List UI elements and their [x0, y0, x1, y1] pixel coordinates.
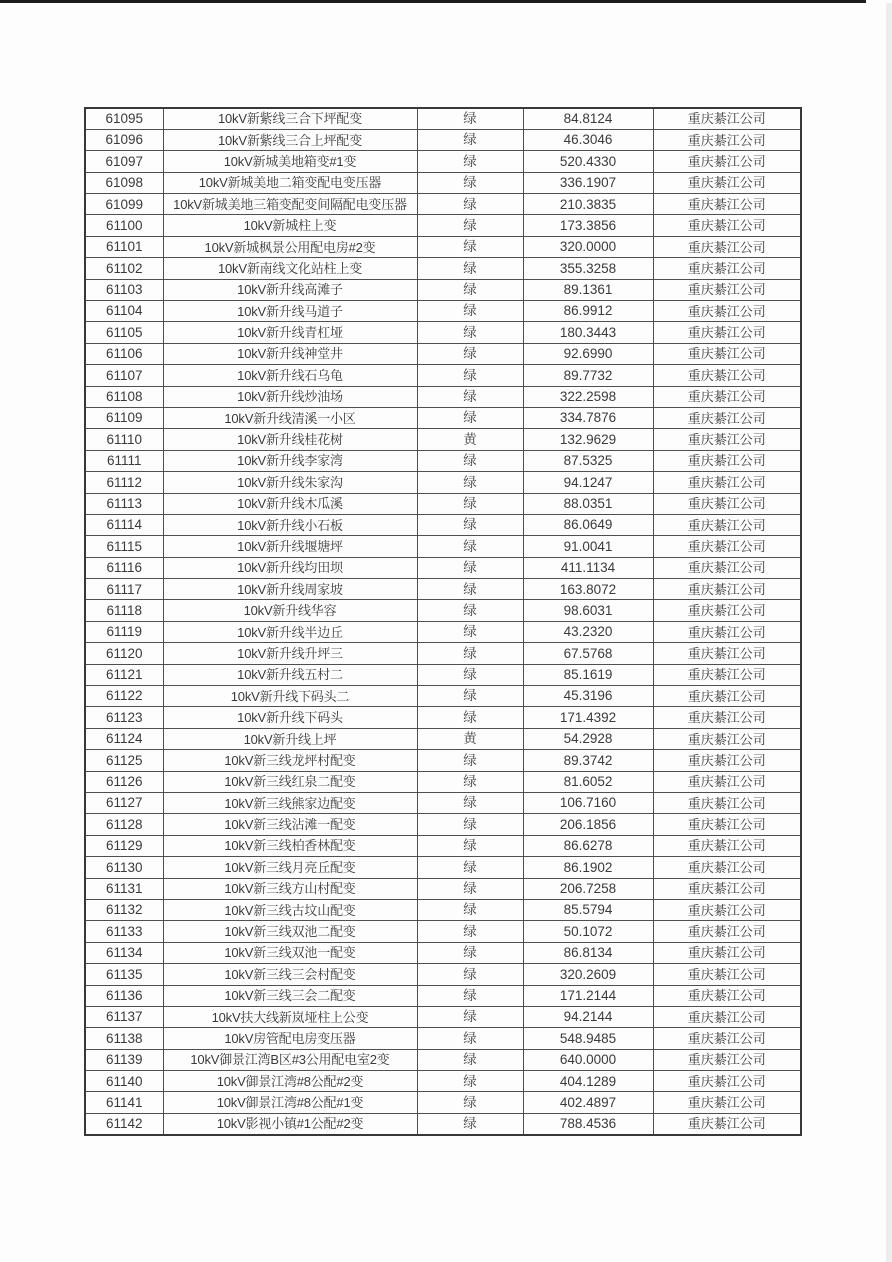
cell-name: 10kV新升线马道子: [163, 301, 417, 322]
cell-company: 重庆綦江公司: [653, 878, 801, 899]
cell-value: 355.3258: [523, 258, 653, 279]
cell-name: 10kV新三线三会村配变: [163, 964, 417, 985]
cell-company: 重庆綦江公司: [653, 108, 801, 129]
cell-status: 绿: [417, 301, 523, 322]
cell-value: 788.4536: [523, 1113, 653, 1134]
cell-name: 10kV御景江湾#8公配#2变: [163, 1071, 417, 1092]
cell-id: 61132: [85, 899, 163, 920]
cell-value: 320.2609: [523, 964, 653, 985]
cell-status: 绿: [417, 1092, 523, 1113]
cell-id: 61096: [85, 129, 163, 150]
cell-company: 重庆綦江公司: [653, 236, 801, 257]
cell-value: 173.3856: [523, 215, 653, 236]
cell-id: 61119: [85, 621, 163, 642]
cell-id: 61141: [85, 1092, 163, 1113]
cell-company: 重庆綦江公司: [653, 1028, 801, 1049]
cell-id: 61140: [85, 1071, 163, 1092]
cell-value: 132.9629: [523, 429, 653, 450]
table-row: [85, 343, 801, 364]
table-row: [85, 964, 801, 985]
cell-id: 61100: [85, 215, 163, 236]
cell-name: 10kV新升线堰塘坪: [163, 536, 417, 557]
cell-company: 重庆綦江公司: [653, 707, 801, 728]
table-row: [85, 942, 801, 963]
table-row: [85, 1092, 801, 1113]
cell-id: 61121: [85, 664, 163, 685]
table-row: [85, 493, 801, 514]
cell-name: 10kV新城美地二箱变配电变压器: [163, 172, 417, 193]
cell-value: 45.3196: [523, 686, 653, 707]
cell-id: 61106: [85, 343, 163, 364]
cell-value: 92.6990: [523, 343, 653, 364]
cell-value: 404.1289: [523, 1071, 653, 1092]
cell-name: 10kV新升线下码头: [163, 707, 417, 728]
cell-value: 46.3046: [523, 129, 653, 150]
cell-id: 61138: [85, 1028, 163, 1049]
cell-name: 10kV新三线月亮丘配变: [163, 857, 417, 878]
cell-status: 绿: [417, 194, 523, 215]
table-row: [85, 172, 801, 193]
cell-id: 61104: [85, 301, 163, 322]
cell-name: 10kV新升线木瓜溪: [163, 493, 417, 514]
cell-value: 43.2320: [523, 621, 653, 642]
cell-status: 绿: [417, 386, 523, 407]
cell-company: 重庆綦江公司: [653, 857, 801, 878]
cell-status: 绿: [417, 1028, 523, 1049]
cell-id: 61109: [85, 407, 163, 428]
cell-status: 绿: [417, 472, 523, 493]
table-row: [85, 878, 801, 899]
table-row: [85, 664, 801, 685]
cell-status: 绿: [417, 750, 523, 771]
cell-id: 61130: [85, 857, 163, 878]
cell-company: 重庆綦江公司: [653, 728, 801, 749]
cell-status: 绿: [417, 557, 523, 578]
cell-id: 61110: [85, 429, 163, 450]
cell-company: 重庆綦江公司: [653, 194, 801, 215]
cell-company: 重庆綦江公司: [653, 493, 801, 514]
cell-status: 绿: [417, 878, 523, 899]
cell-name: 10kV新升线石乌龟: [163, 365, 417, 386]
table-row: [85, 985, 801, 1006]
right-edge-strip: [886, 3, 892, 1262]
cell-status: 绿: [417, 407, 523, 428]
cell-company: 重庆綦江公司: [653, 472, 801, 493]
cell-name: 10kV新城枫景公用配电房#2变: [163, 236, 417, 257]
table-row: [85, 1028, 801, 1049]
cell-value: 85.1619: [523, 664, 653, 685]
cell-value: 402.4897: [523, 1092, 653, 1113]
cell-name: 10kV新升线炒油场: [163, 386, 417, 407]
cell-company: 重庆綦江公司: [653, 429, 801, 450]
cell-id: 61125: [85, 750, 163, 771]
cell-status: 绿: [417, 151, 523, 172]
cell-status: 绿: [417, 129, 523, 150]
cell-id: 61108: [85, 386, 163, 407]
cell-company: 重庆綦江公司: [653, 279, 801, 300]
table-row: [85, 600, 801, 621]
cell-status: 绿: [417, 365, 523, 386]
table-row: [85, 365, 801, 386]
table-row: [85, 258, 801, 279]
cell-name: 10kV新升线华容: [163, 600, 417, 621]
cell-status: 绿: [417, 814, 523, 835]
cell-name: 10kV新升线均田坝: [163, 557, 417, 578]
cell-name: 10kV新三线方山村配变: [163, 878, 417, 899]
cell-company: 重庆綦江公司: [653, 899, 801, 920]
cell-id: 61133: [85, 921, 163, 942]
table-row: [85, 108, 801, 129]
cell-company: 重庆綦江公司: [653, 386, 801, 407]
cell-id: 61105: [85, 322, 163, 343]
cell-status: 绿: [417, 343, 523, 364]
table-row: [85, 236, 801, 257]
cell-company: 重庆綦江公司: [653, 1049, 801, 1070]
cell-name: 10kV新三线柏香林配变: [163, 835, 417, 856]
cell-status: 绿: [417, 322, 523, 343]
cell-value: 89.7732: [523, 365, 653, 386]
cell-id: 61112: [85, 472, 163, 493]
cell-name: 10kV新升线神堂井: [163, 343, 417, 364]
cell-id: 61131: [85, 878, 163, 899]
cell-status: 绿: [417, 621, 523, 642]
cell-name: 10kV新城柱上变: [163, 215, 417, 236]
table-row: [85, 835, 801, 856]
table-row: [85, 322, 801, 343]
table-row: [85, 621, 801, 642]
table-row: [85, 472, 801, 493]
cell-name: 10kV新南线文化站柱上变: [163, 258, 417, 279]
cell-name: 10kV新升线五村二: [163, 664, 417, 685]
cell-value: 85.5794: [523, 899, 653, 920]
cell-name: 10kV新升线李家湾: [163, 450, 417, 471]
cell-value: 411.1134: [523, 557, 653, 578]
cell-value: 98.6031: [523, 600, 653, 621]
cell-status: 绿: [417, 600, 523, 621]
table-row: [85, 557, 801, 578]
table-row: [85, 215, 801, 236]
cell-id: 61111: [85, 450, 163, 471]
cell-name: 10kV新三线沾滩一配变: [163, 814, 417, 835]
cell-company: 重庆綦江公司: [653, 771, 801, 792]
cell-id: 61139: [85, 1049, 163, 1070]
table-row: [85, 151, 801, 172]
table-row: [85, 793, 801, 814]
cell-value: 171.2144: [523, 985, 653, 1006]
cell-name: 10kV新升线高滩子: [163, 279, 417, 300]
cell-id: 61102: [85, 258, 163, 279]
cell-company: 重庆綦江公司: [653, 557, 801, 578]
cell-status: 绿: [417, 258, 523, 279]
cell-id: 61097: [85, 151, 163, 172]
cell-value: 94.2144: [523, 1006, 653, 1027]
cell-company: 重庆綦江公司: [653, 322, 801, 343]
cell-id: 61114: [85, 514, 163, 535]
cell-company: 重庆綦江公司: [653, 664, 801, 685]
transformer-table: [84, 107, 802, 1136]
cell-value: 171.4392: [523, 707, 653, 728]
cell-value: 206.1856: [523, 814, 653, 835]
cell-status: 绿: [417, 108, 523, 129]
table-row: [85, 643, 801, 664]
cell-company: 重庆綦江公司: [653, 579, 801, 600]
cell-name: 10kV新三线双池一配变: [163, 942, 417, 963]
cell-status: 绿: [417, 857, 523, 878]
table-row: [85, 301, 801, 322]
cell-id: 61113: [85, 493, 163, 514]
cell-value: 88.0351: [523, 493, 653, 514]
cell-name: 10kV房管配电房变压器: [163, 1028, 417, 1049]
cell-id: 61126: [85, 771, 163, 792]
table-row: [85, 579, 801, 600]
cell-name: 10kV御景江湾B区#3公用配电室2变: [163, 1049, 417, 1070]
cell-id: 61118: [85, 600, 163, 621]
cell-name: 10kV新三线熊家边配变: [163, 793, 417, 814]
cell-status: 绿: [417, 1113, 523, 1134]
cell-company: 重庆綦江公司: [653, 151, 801, 172]
table-row: [85, 707, 801, 728]
cell-status: 绿: [417, 835, 523, 856]
cell-company: 重庆綦江公司: [653, 407, 801, 428]
top-edge-line: [0, 0, 866, 3]
table-body: [85, 108, 801, 1135]
cell-value: 89.3742: [523, 750, 653, 771]
cell-status: 绿: [417, 450, 523, 471]
cell-company: 重庆綦江公司: [653, 814, 801, 835]
cell-value: 86.6278: [523, 835, 653, 856]
cell-name: 10kV新紫线三合下坪配变: [163, 108, 417, 129]
cell-name: 10kV新三线古坟山配变: [163, 899, 417, 920]
cell-id: 61136: [85, 985, 163, 1006]
cell-id: 61128: [85, 814, 163, 835]
cell-id: 61137: [85, 1006, 163, 1027]
table-row: [85, 1006, 801, 1027]
cell-company: 重庆綦江公司: [653, 750, 801, 771]
table-row: [85, 921, 801, 942]
cell-status: 绿: [417, 1049, 523, 1070]
cell-company: 重庆綦江公司: [653, 450, 801, 471]
cell-company: 重庆綦江公司: [653, 301, 801, 322]
cell-company: 重庆綦江公司: [653, 793, 801, 814]
cell-value: 520.4330: [523, 151, 653, 172]
cell-status: 黄: [417, 728, 523, 749]
cell-value: 163.8072: [523, 579, 653, 600]
table-row: [85, 386, 801, 407]
cell-value: 89.1361: [523, 279, 653, 300]
cell-name: 10kV新升线清溪一小区: [163, 407, 417, 428]
table-row: [85, 194, 801, 215]
cell-status: 绿: [417, 1071, 523, 1092]
cell-company: 重庆綦江公司: [653, 600, 801, 621]
cell-name: 10kV新城美地箱变#1变: [163, 151, 417, 172]
cell-name: 10kV新紫线三合上坪配变: [163, 129, 417, 150]
cell-company: 重庆綦江公司: [653, 536, 801, 557]
cell-name: 10kV新升线上坪: [163, 728, 417, 749]
cell-id: 61101: [85, 236, 163, 257]
cell-company: 重庆綦江公司: [653, 343, 801, 364]
table-row: [85, 1113, 801, 1134]
table-row: [85, 728, 801, 749]
cell-company: 重庆綦江公司: [653, 686, 801, 707]
cell-id: 61099: [85, 194, 163, 215]
cell-company: 重庆綦江公司: [653, 1071, 801, 1092]
cell-value: 87.5325: [523, 450, 653, 471]
cell-company: 重庆綦江公司: [653, 942, 801, 963]
cell-name: 10kV新三线红泉二配变: [163, 771, 417, 792]
cell-value: 67.5768: [523, 643, 653, 664]
cell-value: 548.9485: [523, 1028, 653, 1049]
table-row: [85, 536, 801, 557]
cell-value: 91.0041: [523, 536, 653, 557]
cell-name: 10kV新升线下码头二: [163, 686, 417, 707]
cell-value: 50.1072: [523, 921, 653, 942]
table-row: [85, 407, 801, 428]
cell-company: 重庆綦江公司: [653, 621, 801, 642]
cell-value: 334.7876: [523, 407, 653, 428]
cell-id: 61095: [85, 108, 163, 129]
cell-name: 10kV影视小镇#1公配#2变: [163, 1113, 417, 1134]
cell-company: 重庆綦江公司: [653, 258, 801, 279]
cell-status: 绿: [417, 707, 523, 728]
cell-status: 绿: [417, 793, 523, 814]
cell-status: 绿: [417, 643, 523, 664]
cell-company: 重庆綦江公司: [653, 129, 801, 150]
cell-name: 10kV新升线桂花树: [163, 429, 417, 450]
table-row: [85, 899, 801, 920]
cell-value: 206.7258: [523, 878, 653, 899]
table-row: [85, 279, 801, 300]
cell-id: 61098: [85, 172, 163, 193]
cell-status: 绿: [417, 899, 523, 920]
cell-status: 绿: [417, 172, 523, 193]
cell-id: 61124: [85, 728, 163, 749]
table-row: [85, 1071, 801, 1092]
cell-id: 61134: [85, 942, 163, 963]
cell-id: 61127: [85, 793, 163, 814]
cell-value: 86.0649: [523, 514, 653, 535]
cell-id: 61107: [85, 365, 163, 386]
cell-company: 重庆綦江公司: [653, 985, 801, 1006]
cell-value: 336.1907: [523, 172, 653, 193]
cell-value: 84.8124: [523, 108, 653, 129]
table-row: [85, 814, 801, 835]
cell-status: 绿: [417, 279, 523, 300]
cell-company: 重庆綦江公司: [653, 835, 801, 856]
cell-company: 重庆綦江公司: [653, 921, 801, 942]
cell-status: 绿: [417, 686, 523, 707]
cell-name: 10kV新升线升坪三: [163, 643, 417, 664]
cell-status: 绿: [417, 493, 523, 514]
cell-company: 重庆綦江公司: [653, 215, 801, 236]
cell-value: 180.3443: [523, 322, 653, 343]
table-row: [85, 129, 801, 150]
table-row: [85, 450, 801, 471]
cell-name: 10kV新升线朱家沟: [163, 472, 417, 493]
cell-status: 绿: [417, 664, 523, 685]
cell-status: 绿: [417, 964, 523, 985]
cell-value: 640.0000: [523, 1049, 653, 1070]
cell-name: 10kV扶大线新岚垭柱上公变: [163, 1006, 417, 1027]
cell-id: 61129: [85, 835, 163, 856]
cell-name: 10kV新升线小石板: [163, 514, 417, 535]
cell-value: 94.1247: [523, 472, 653, 493]
cell-status: 绿: [417, 942, 523, 963]
cell-value: 320.0000: [523, 236, 653, 257]
cell-value: 106.7160: [523, 793, 653, 814]
cell-company: 重庆綦江公司: [653, 365, 801, 386]
cell-status: 绿: [417, 771, 523, 792]
cell-company: 重庆綦江公司: [653, 1092, 801, 1113]
cell-status: 绿: [417, 536, 523, 557]
cell-value: 86.1902: [523, 857, 653, 878]
table-row: [85, 1049, 801, 1070]
cell-company: 重庆綦江公司: [653, 643, 801, 664]
cell-status: 绿: [417, 215, 523, 236]
cell-status: 黄: [417, 429, 523, 450]
cell-value: 86.8134: [523, 942, 653, 963]
cell-id: 61115: [85, 536, 163, 557]
table-row: [85, 750, 801, 771]
cell-status: 绿: [417, 579, 523, 600]
cell-id: 61135: [85, 964, 163, 985]
cell-name: 10kV新城美地三箱变配变间隔配电变压器: [163, 194, 417, 215]
cell-company: 重庆綦江公司: [653, 964, 801, 985]
table-row: [85, 514, 801, 535]
cell-name: 10kV新升线周家坡: [163, 579, 417, 600]
cell-status: 绿: [417, 921, 523, 942]
cell-company: 重庆綦江公司: [653, 1113, 801, 1134]
cell-company: 重庆綦江公司: [653, 514, 801, 535]
cell-id: 61142: [85, 1113, 163, 1134]
cell-company: 重庆綦江公司: [653, 172, 801, 193]
cell-status: 绿: [417, 236, 523, 257]
cell-status: 绿: [417, 985, 523, 1006]
cell-status: 绿: [417, 514, 523, 535]
table-row: [85, 429, 801, 450]
cell-status: 绿: [417, 1006, 523, 1027]
cell-id: 61120: [85, 643, 163, 664]
cell-value: 322.2598: [523, 386, 653, 407]
table-row: [85, 857, 801, 878]
cell-value: 86.9912: [523, 301, 653, 322]
cell-name: 10kV御景江湾#8公配#1变: [163, 1092, 417, 1113]
cell-id: 61117: [85, 579, 163, 600]
cell-name: 10kV新升线青杠垭: [163, 322, 417, 343]
cell-value: 54.2928: [523, 728, 653, 749]
cell-name: 10kV新三线龙坪村配变: [163, 750, 417, 771]
cell-id: 61116: [85, 557, 163, 578]
cell-value: 210.3835: [523, 194, 653, 215]
table-row: [85, 686, 801, 707]
cell-id: 61123: [85, 707, 163, 728]
cell-company: 重庆綦江公司: [653, 1006, 801, 1027]
table-row: [85, 771, 801, 792]
cell-name: 10kV新升线半边丘: [163, 621, 417, 642]
cell-value: 81.6052: [523, 771, 653, 792]
cell-name: 10kV新三线三会二配变: [163, 985, 417, 1006]
cell-name: 10kV新三线双池二配变: [163, 921, 417, 942]
cell-id: 61122: [85, 686, 163, 707]
cell-id: 61103: [85, 279, 163, 300]
